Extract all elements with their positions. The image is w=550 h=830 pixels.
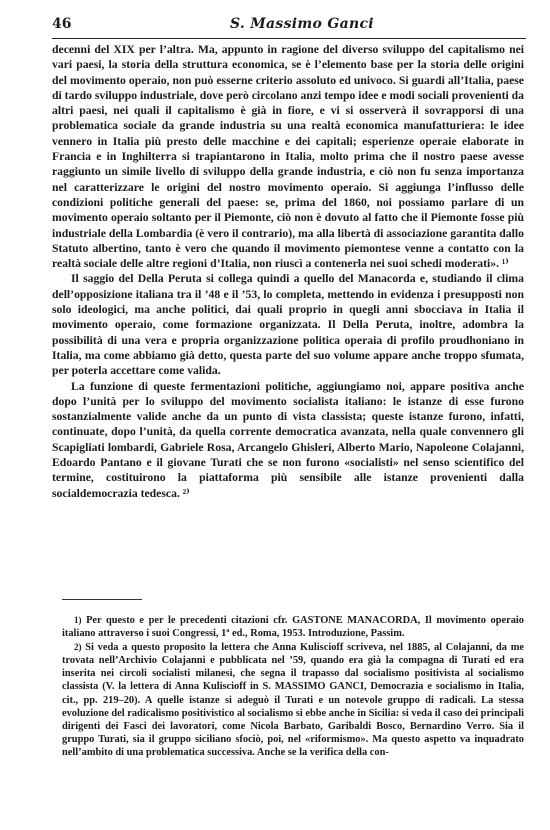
footnote-text: Si veda a questo proposito la lettera che Anna Kuliscioff scriveva, nel 1885, al Colajanni, da me trovata nell’Archivio Colajanni e pubblicata nel ’59, quando era già la compagna di Turati ed era inserita nei circoli socialisti milanesi, che segna il trapasso dal socialismo positivista al socialismo classista (V. la lettera di Anna Kuliscioff in S. MASSIMO GANCI, Democrazia e socialismo in Italia, cit., pp. 219–20). A quelle istanze si adeguò il Turati e un notevole gruppo di radicali. La stessa evoluzione del radicalismo positivistico al socialismo si ebbe anche in Sicilia: si veda il caso dei principali dirigenti dei Fasci dei lavoratori, come Nicola Barbato, Garibaldi Bosco, Bernardino Verro. Sia il gruppo Turati, sia il gruppo siciliano sfociò, poi, nel «riformismo». Ma questo aspetto va inquadrato nell’ambito di una problematica successiva. Anche se la verifica della con- [62, 642, 524, 758]
footnote [62, 641, 524, 759]
footnote-number: 2) [74, 642, 82, 653]
footnote [62, 614, 524, 640]
running-head: S. Massimo Ganci [230, 16, 374, 32]
footnote-rule [62, 599, 142, 600]
page-header [52, 16, 526, 39]
footnote-number: 1) [74, 615, 82, 625]
footnotes [62, 614, 524, 760]
body-paragraph: decenni del XIX per l’altra. Ma, appunto in ragione del diverso sviluppo del capitalismo nei vari paesi, la storia della struttura economica, se è l’elemento base per la storia delle origini del movimento operaio, non può esserne criterio assoluto ed univoco. Si guardi all’Italia, paese di tardo sviluppo industriale, dove però circolano anzi tempo idee e modi sociali provenienti da altri paesi, nei quali il capitalismo è già in fiore, e vi si osserverà il sovrapporsi di una problematica sociale da grande industria su una realtà economica manufatturiera: le idee vennero in Italia più presto delle macchine e dei capitali; esperienze operaie elaborate in Francia e in Inghilterra si trapiantarono in Italia, molto prima che il nostro paese avesse raggiunto un simile livello di sviluppo della grande industria, e ciò non fu senza importanza nel caratterizzare le origini del nostro movimento operaio. Si aggiunga l’influsso delle condizioni politiche generali del paese: se, prima del 1860, noi possiamo parlare di un movimento operaio soltanto per il Piemonte, ciò non è dovuto al fatto che il Piemonte fosse più industriale della Lombardia (è vero il contrario), ma alla libertà di associazione garantita dallo Statuto albertino, tanto è vero che quando il movimento piemontese venne a contatto con la realtà sociale delle altre regioni d’Italia, non riuscì a contenerla nei suoi schedi moderati». ¹⁾ [52, 43, 524, 271]
body-paragraph: Il saggio del Della Peruta si collega quindi a quello del Manacorda e, studiando il clima dell’opposizione italiana tra il ’48 e il ’53, lo completa, mettendo in evidenza i presupposti non solo ideologici, ma anche politici, dai quali proprio in quegli anni sbocciava in Italia il movimento operaio, come formazione organizzata. Il Della Peruta, inoltre, adombra la possibilità di una vera e propria organizzazione politica operaia di profilo proudhoniano in Italia, ma come abbiamo già detto, questa parte del suo volume appare anche troppo sfumata, per poterla accettare come valida. [52, 272, 524, 378]
page-number: 46 [52, 16, 72, 32]
body-paragraph: La funzione di queste fermentazioni politiche, aggiungiamo noi, appare positiva anche dopo l’unità per lo sviluppo del movimento socialista italiano: le istanze di esse furono sostanzialmente valide anche da un punto di vista classista; queste istanze furono, infatti, continuate, dopo l’unità, da quella corrente democratica avanzata, nella quale convennero gli Scapigliati lombardi, Gabriele Rosa, Arcangelo Ghisleri, Alberto Mario, Napoleone Colajanni, Edoardo Pantano e il giovane Turati che se non furono «socialisti» nel senso scientifico del termine, costituirono la piattaforma più sensibile alle istanze provenienti dalla socialdemocrazia tedesca. ²⁾ [52, 379, 524, 500]
footnote-text: Per questo e per le precedenti citazioni cfr. GASTONE MANACORDA, Il movimento operaio italiano attraverso i suoi Congressi, 1ª ed., Roma, 1953. Introduzione, Passim. [62, 615, 524, 640]
body-text [52, 42, 524, 501]
